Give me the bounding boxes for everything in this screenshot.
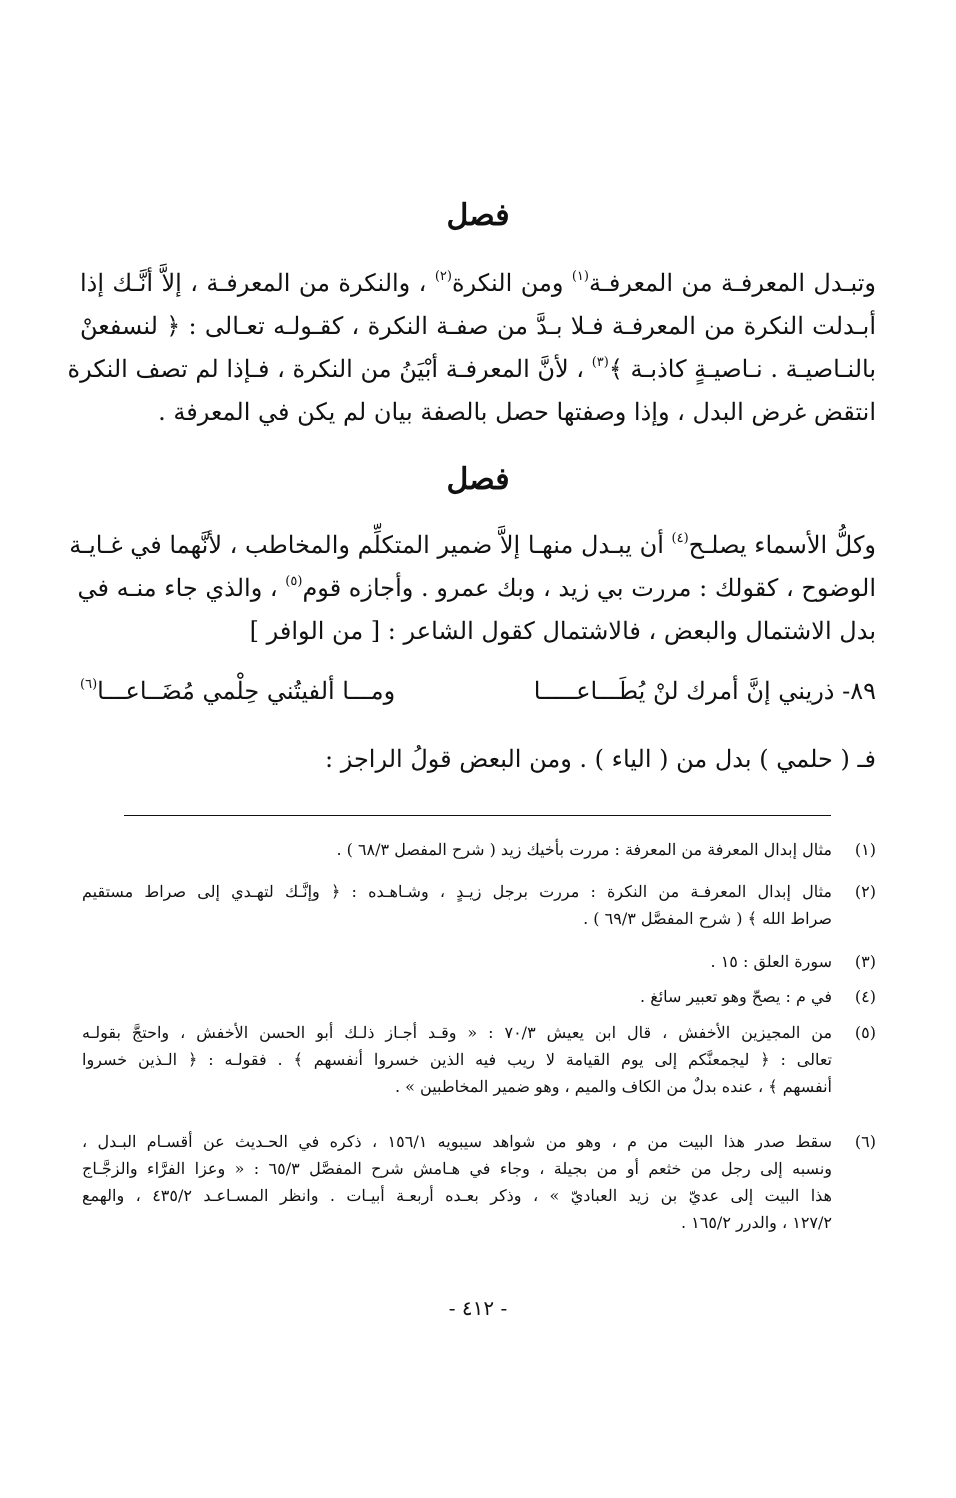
section-heading-2: فصل <box>446 462 510 497</box>
paragraph-line: انتقض غرض البدل ، وإذا وصفتها حصل بالصفة بيان لم يكن في المعرفة . <box>158 398 876 426</box>
footnote-line: في م : يصحّ وهو تعبير سائغ . <box>640 987 832 1006</box>
paragraph-line: وتبـدل المعرفـة من المعرفـة$^{(١)}$ ومن النكرة$^{(٢)}$ ، والنكرة من المعرفـة ، إلاَّ أنَّـك إذا <box>80 269 877 297</box>
verse-first-hemistich: ٨٩- ذريني إنَّ أمرك لنْ يُطَـــاعـــــا <box>533 677 876 705</box>
footnote-number: (٣) <box>854 952 876 971</box>
footnote-reference: (٣) <box>591 355 609 370</box>
verse-second-hemistich: ومـــا ألفيتُني حِلْمي مُضَــاعـــا$^{(٦)}$ <box>80 677 396 705</box>
footnote-number: (٦) <box>854 1132 876 1151</box>
paragraph-1 <box>67 262 877 434</box>
poetry-verse <box>80 670 876 713</box>
paragraph-3 <box>80 738 876 781</box>
paragraph-line: وكلُّ الأسماء يصلـح$^{(٤)}$ أن يبـدل منهـا إلاَّ ضمير المتكلِّم والمخاطب ، لأنَّهما في غـايـة <box>69 531 876 559</box>
footnote-number: (٥) <box>854 1023 876 1042</box>
paragraph-2 <box>69 524 876 653</box>
footnote-line: مثال إبدال المعرفة من المعرفة : مررت بأخيك زيد ( شرح المفصل ٦٨/٣ ) . <box>336 840 832 859</box>
footnote-line: ونسبه إلى رجل من خثعم أو من بجيلة ، وجاء في هـامش شرح المفصَّل ٦٥/٣ : « وعزا الفرَّاء والزجَّـاج <box>82 1159 833 1178</box>
footnote-number: (٤) <box>854 987 876 1006</box>
paragraph-line: بدل الاشتمال والبعض ، فالاشتمال كقول الشاعر : [ من الوافر ] <box>249 617 876 645</box>
paragraph-line: بالنـاصيـة . نـاصيـةٍ كاذبـة ﴾$^{(٣)}$ ، لأنَّ المعرفـة أبْيَنُ من النكرة ، فـإذا لم تصف النكرة <box>67 355 876 383</box>
footnote-1 <box>82 836 876 863</box>
footnote-reference: (٥) <box>285 574 303 589</box>
footnote-reference: (١) <box>571 269 589 284</box>
footnote-line: مثال إبدال المعرفـة من النكرة : مررت برجل زيـدٍ ، وشـاهـده : ﴿ وإنَّـك لتهـدي إلى صراط مستقيم <box>82 882 832 901</box>
footnote-3 <box>82 948 876 975</box>
footnote-reference: (٦) <box>80 677 98 692</box>
footnote-line: من المجيزين الأخفش ، قال ابن يعيش ٧٠/٣ : « وقـد أجـاز ذلـك أبو الحسن الأخفش ، واحتجَّ بقولـه <box>82 1023 833 1042</box>
footnote-reference: (٢) <box>434 269 452 284</box>
footnote-line: سقط صدر هذا البيت من م ، وهو من شواهد سيبويه ١٥٦/١ ، ذكره في الحـديث عن أقسـام البـدل ، <box>82 1132 833 1151</box>
footnote-number: (١) <box>854 840 876 859</box>
footnote-divider <box>124 815 831 816</box>
paragraph-line: أبـدلت النكرة من المعرفـة فـلا بـدَّ من صفـة النكرة ، كقـولـه تعـالى : ﴿ لنسفعنْ <box>80 312 876 340</box>
footnote-reference: (٤) <box>671 531 689 546</box>
footnote-line: ١٢٧/٢ ، والدرر ١٦٥/٢ . <box>680 1213 832 1232</box>
section-heading-1: فصل <box>446 198 510 233</box>
footnote-line: هذا البيت إلى عديّ بن زيد العباديّ » ، وذكر بعـده أربعـة أبيـات . وانظر المسـاعـد ٤٣٥/٢ ، والهمع <box>82 1186 832 1205</box>
footnote-5 <box>82 1019 876 1100</box>
footnote-2 <box>82 878 876 932</box>
footnote-line: أنفسهم ﴾ ، عنده بدلٌ من الكاف والميم ، وهو ضمير المخاطبين » . <box>394 1077 832 1096</box>
footnote-line: صراط الله ﴾ ( شرح المفصَّل ٦٩/٣ ) . <box>583 909 832 928</box>
footnote-6 <box>82 1128 876 1236</box>
paragraph-line: الوضوح ، كقولك : مررت بي زيد ، وبك عمرو . وأجازه قوم$^{(٥)}$ ، والذي جاء منـه في <box>77 574 876 602</box>
page-number: - ٤١٢ - <box>448 1296 508 1320</box>
footnote-line: تعالى : ﴿ ليجمعنَّكم إلى يوم القيامة لا ريب فيه الذين خسروا أنفسهم ﴾ . فقولـه : ﴿ الـذين خسروا <box>82 1050 833 1069</box>
footnote-4 <box>82 983 876 1010</box>
paragraph-line: فـ ( حلمي ) بدل من ( الياء ) . ومن البعض قولُ الراجز : <box>325 745 876 773</box>
footnote-line: سورة العلق : ١٥ . <box>710 952 832 971</box>
footnote-number: (٢) <box>854 882 876 901</box>
